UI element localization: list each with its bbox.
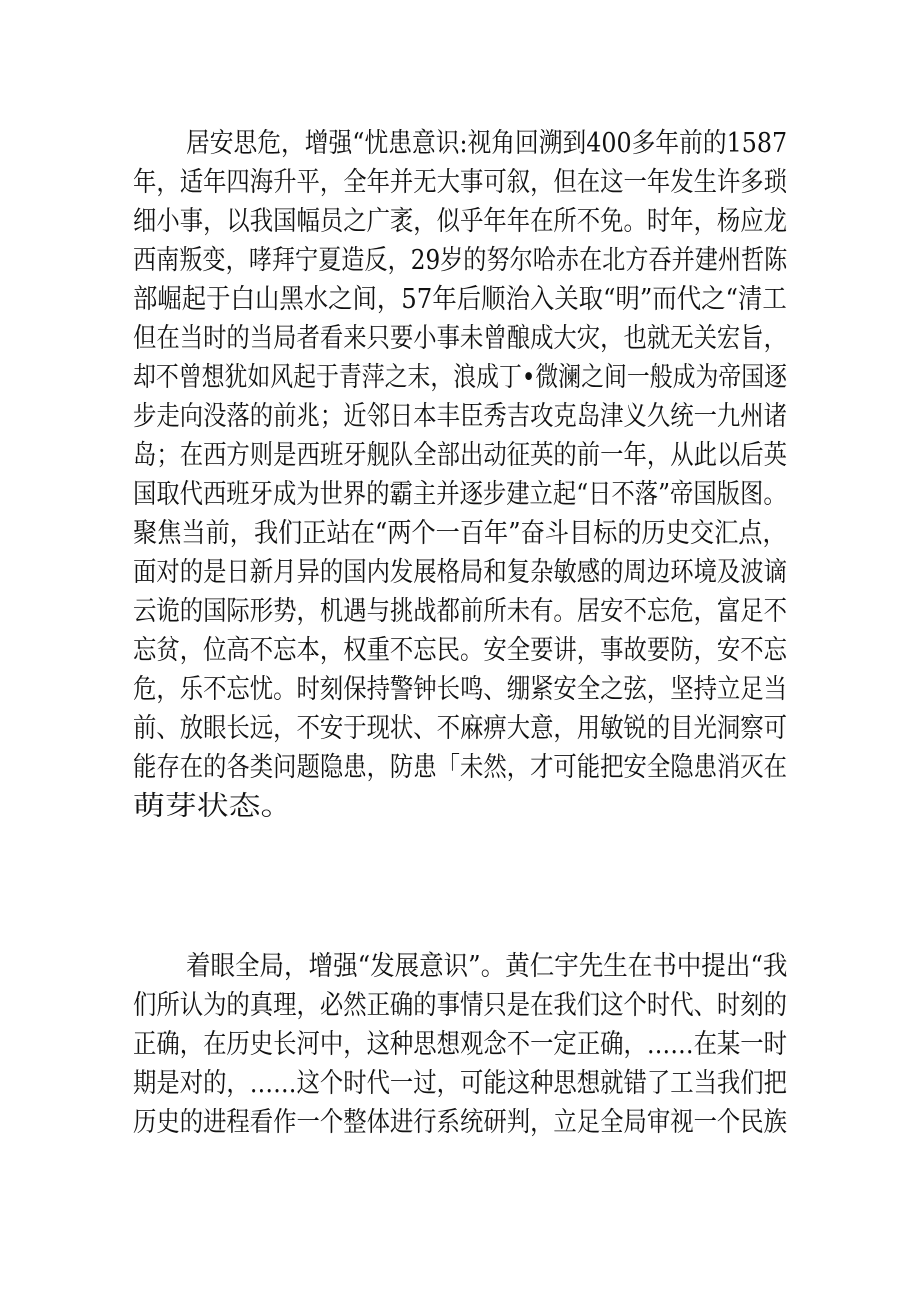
paragraph-line: 正确，在历史长河中，这种思想观念不一定正确，……在某一时 (133, 1029, 787, 1060)
paragraph-line: 云诡的国际形势，机遇与挑战都前所未有。居安不忘危，富足不 (133, 596, 787, 627)
paragraph-line: 居安思危，增强“忧患意识:视角回溯到400多年前的1587 (186, 128, 788, 159)
paragraph-line: 西南叛变，哮拜宁夏造反，29岁的努尔哈赤在北方吞并建州哲陈 (133, 245, 788, 276)
paragraph-line: 忘贫，位高不忘本，权重不忘民。安全要讲，事故要防，安不忘 (133, 635, 787, 666)
paragraph-line: 萌芽状态。 (133, 791, 293, 822)
paragraph-line: 危，乐不忘忧。时刻保持警钟长鸣、绷紧安全之弦，坚持立足当 (133, 674, 787, 705)
paragraph-line: 国取代西班牙成为世界的霸主并逐步建立起“日不落”帝国版图。 (133, 479, 787, 510)
paragraph-line: 却不曾想犹如风起于青萍之末，浪成丁•微澜之间一般成为帝国逐 (133, 362, 787, 393)
paragraph-line: 年，适年四海升平，全年并无大事可叙，但在这一年发生许多琐 (133, 167, 787, 198)
paragraph-line: 部崛起于白山黑水之间，57年后顺治入关取“明”而代之“清工 (133, 284, 787, 315)
paragraph-line: 聚焦当前，我们正站在“两个一百年”奋斗目标的历史交汇点， (133, 518, 787, 549)
paragraph-line: 岛；在西方则是西班牙舰队全部出动征英的前一年，从此以后英 (133, 440, 787, 471)
paragraph-line: 们所认为的真理，必然正确的事情只是在我们这个时代、时刻的 (133, 990, 787, 1021)
paragraph-line: 历史的进程看作一个整体进行系统研判，立足全局审视一个民族 (133, 1107, 787, 1138)
paragraph-line: 前、放眼长远，不安于现状、不麻痹大意，用敏锐的目光洞察可 (133, 713, 787, 744)
paragraph-line: 能存在的各类问题隐患，防患「未然，才可能把安全隐患消灭在 (133, 752, 787, 783)
paragraph-line: 细小事，以我国幅员之广袤，似乎年年在所不免。时年，杨应龙 (133, 206, 787, 237)
paragraph-line: 着眼全局，增强“发展意识”。黄仁宇先生在书中提出“我 (186, 951, 788, 982)
paragraph-line: 步走向没落的前兆；近邻日本丰臣秀吉攻克岛津义久统一九州诸 (133, 401, 787, 432)
paragraph-line: 但在当时的当局者看来只要小事未曾酿成大灾，也就无关宏旨， (133, 323, 787, 354)
paragraph-line: 面对的是日新月异的国内发展格局和复杂敏感的周边环境及波谪 (133, 557, 787, 588)
paragraph-line: 期是对的，……这个时代一过，可能这种思想就错了工当我们把 (133, 1068, 787, 1099)
